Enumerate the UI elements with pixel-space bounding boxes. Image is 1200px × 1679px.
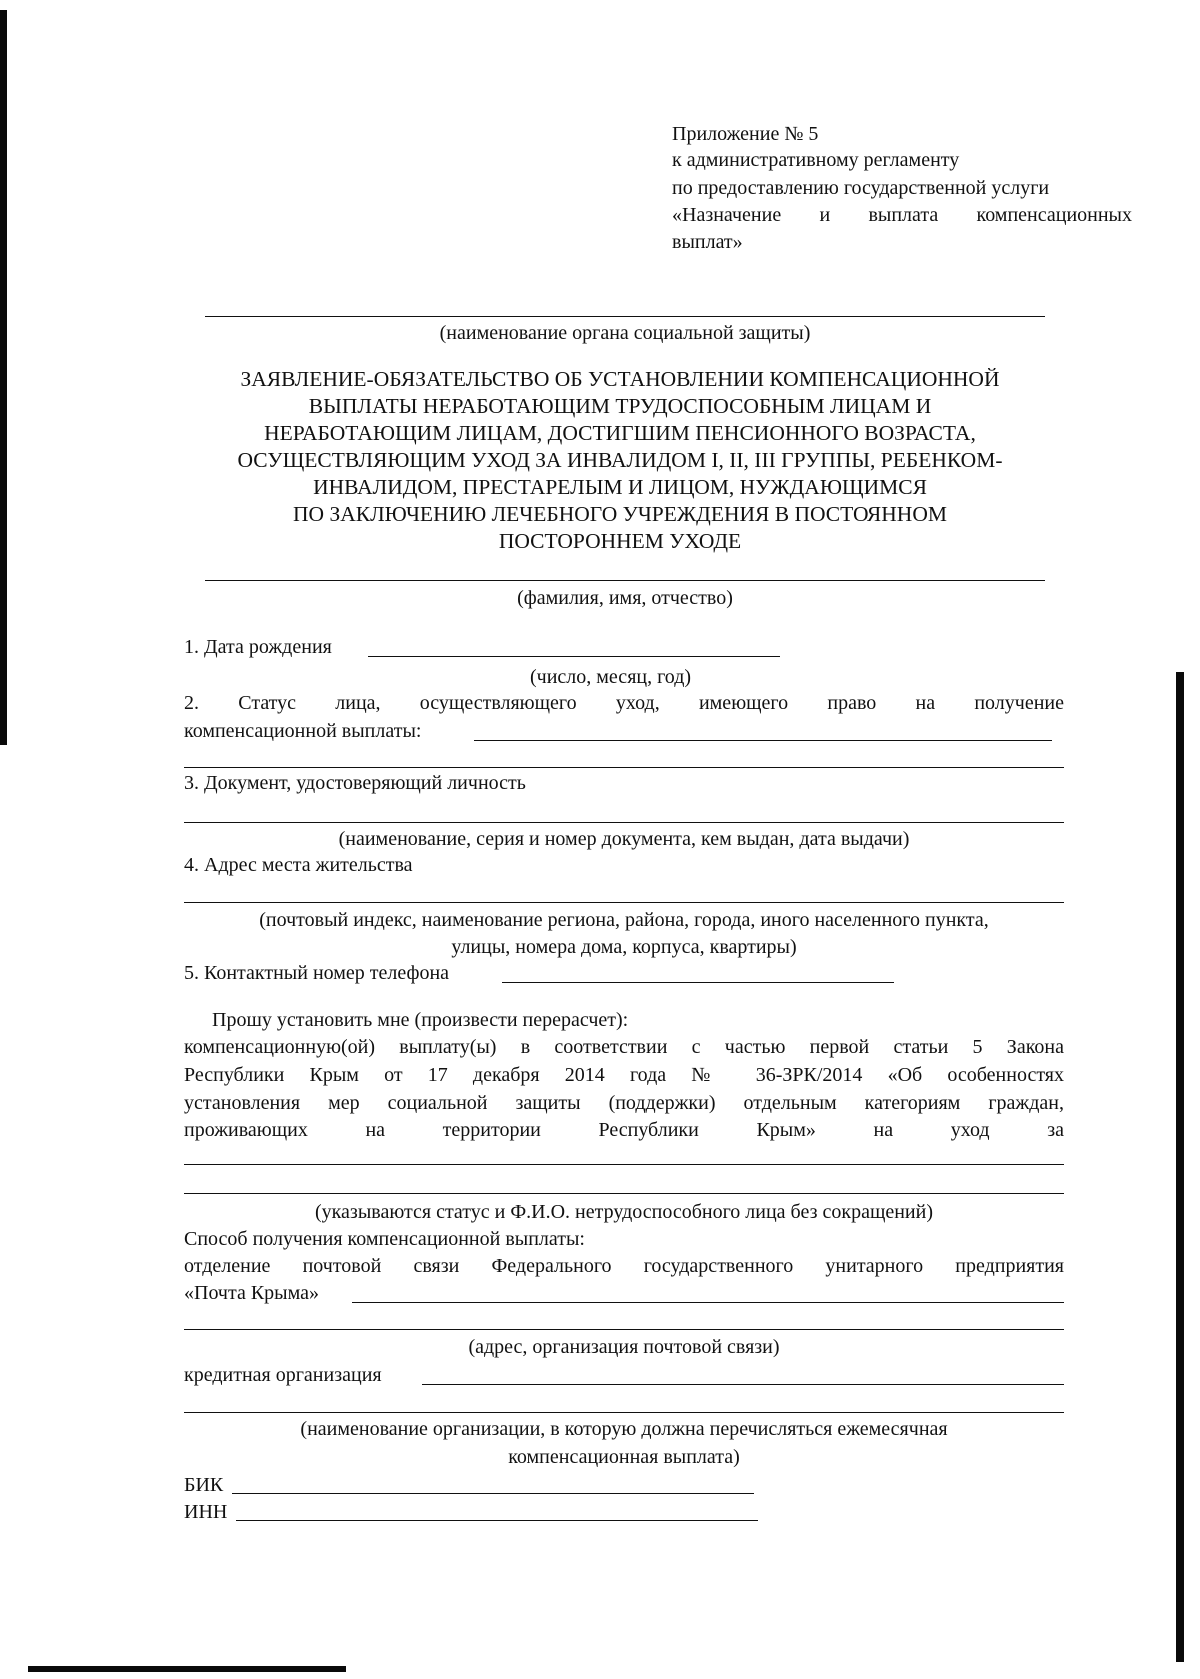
- credit-org-label: кредитная организация: [184, 1364, 382, 1386]
- credit-org-field-2[interactable]: [184, 1412, 1064, 1413]
- bik-label: БИК: [184, 1474, 224, 1496]
- inn-label: ИНН: [184, 1501, 228, 1523]
- id-document-field[interactable]: [184, 822, 1064, 823]
- scan-edge-left: [0, 10, 7, 745]
- post-office-caption: (адрес, организация почтовой связи): [468, 1336, 780, 1358]
- document-title: [150, 366, 1090, 555]
- fio-line: [205, 580, 1045, 581]
- payment-method-label: Способ получения компенсационной выплаты:: [184, 1228, 585, 1250]
- scan-edge-right: [1176, 672, 1184, 1662]
- request-text: проживающих на территории Республики Крым» на уход за: [184, 1119, 1064, 1141]
- post-office-field[interactable]: [352, 1302, 1064, 1303]
- address-label: 4. Адрес места жительства: [184, 854, 413, 876]
- appendix-line-regulation: к административному регламенту: [672, 149, 960, 171]
- status-field[interactable]: [474, 740, 1052, 741]
- address-caption: (почтовый индекс, наименование региона, района, города, иного населенного пункта,: [259, 909, 989, 931]
- organ-line: [205, 316, 1045, 317]
- request-text: компенсационную(ой) выплату(ы) в соответствии с частью первой статьи 5 Закона: [184, 1036, 1064, 1058]
- inn-field[interactable]: [236, 1520, 758, 1521]
- credit-org-caption-cont: компенсационная выплата): [508, 1446, 740, 1468]
- credit-org-caption: (наименование организации, в которую должна перечисляться ежемесячная: [300, 1418, 948, 1440]
- fio-caption: (фамилия, имя, отчество): [517, 587, 733, 609]
- birth-date-field[interactable]: [368, 656, 780, 657]
- title-line: ПО ЗАКЛЮЧЕНИЮ ЛЕЧЕБНОГО УЧРЕЖДЕНИЯ В ПОСТОЯННОМ: [293, 502, 947, 526]
- post-office-name: «Почта Крыма»: [184, 1282, 320, 1304]
- cared-person-field-2[interactable]: [184, 1193, 1064, 1194]
- credit-org-field[interactable]: [422, 1384, 1064, 1385]
- status-label: 2. Статус лица, осуществляющего уход, имеющего право на получение: [184, 692, 1064, 714]
- birth-date-label: 1. Дата рождения: [184, 636, 332, 658]
- post-office-field-2[interactable]: [184, 1329, 1064, 1330]
- phone-label: 5. Контактный номер телефона: [184, 962, 450, 984]
- title-line: ВЫПЛАТЫ НЕРАБОТАЮЩИМ ТРУДОСПОСОБНЫМ ЛИЦАМ И: [308, 394, 932, 418]
- request-intro: Прошу установить мне (произвести перерасчет):: [212, 1009, 629, 1031]
- address-caption-cont: улицы, номера дома, корпуса, квартиры): [451, 936, 797, 958]
- appendix-number: Приложение № 5: [672, 123, 819, 145]
- phone-field[interactable]: [502, 982, 894, 983]
- id-document-label: 3. Документ, удостоверяющий личность: [184, 772, 526, 794]
- cared-person-caption: (указываются статус и Ф.И.О. нетрудоспособного лица без сокращений): [314, 1201, 934, 1223]
- organ-caption: (наименование органа социальной защиты): [439, 322, 811, 344]
- bik-field[interactable]: [232, 1493, 754, 1494]
- status-label-cont: компенсационной выплаты:: [184, 720, 422, 742]
- appendix-line-service: по предоставлению государственной услуги: [672, 177, 1050, 199]
- appendix-line-name: «Назначение и выплата компенсационных: [672, 204, 1132, 226]
- status-field-2[interactable]: [184, 767, 1064, 768]
- title-line: ОСУЩЕСТВЛЯЮЩИМ УХОД ЗА ИНВАЛИДОМ I, II, III ГРУППЫ, РЕБЕНКОМ-: [237, 448, 1003, 472]
- request-text: Республики Крым от 17 декабря 2014 года № 36-ЗРК/2014 «Об особенностях: [184, 1064, 1064, 1086]
- post-office-text: отделение почтовой связи Федерального государственного унитарного предприятия: [184, 1255, 1064, 1277]
- title-line: ЗАЯВЛЕНИЕ-ОБЯЗАТЕЛЬСТВО ОБ УСТАНОВЛЕНИИ КОМПЕНСАЦИОННОЙ: [240, 367, 1000, 391]
- request-text: установления мер социальной защиты (поддержки) отдельным категориям граждан,: [184, 1092, 1064, 1114]
- id-document-caption: (наименование, серия и номер документа, кем выдан, дата выдачи): [338, 828, 910, 850]
- birth-date-caption: (число, месяц, год): [530, 666, 692, 688]
- title-line: НЕРАБОТАЮЩИМ ЛИЦАМ, ДОСТИГШИМ ПЕНСИОННОГО ВОЗРАСТА,: [264, 421, 976, 445]
- appendix-line-end: выплат»: [672, 231, 743, 253]
- title-line: ПОСТОРОННЕМ УХОДЕ: [498, 529, 742, 553]
- title-line: ИНВАЛИДОМ, ПРЕСТАРЕЛЫМ И ЛИЦОМ, НУЖДАЮЩИМСЯ: [313, 475, 927, 499]
- cared-person-field[interactable]: [184, 1164, 1064, 1165]
- scan-edge-bottom: [28, 1666, 346, 1672]
- address-field[interactable]: [184, 902, 1064, 903]
